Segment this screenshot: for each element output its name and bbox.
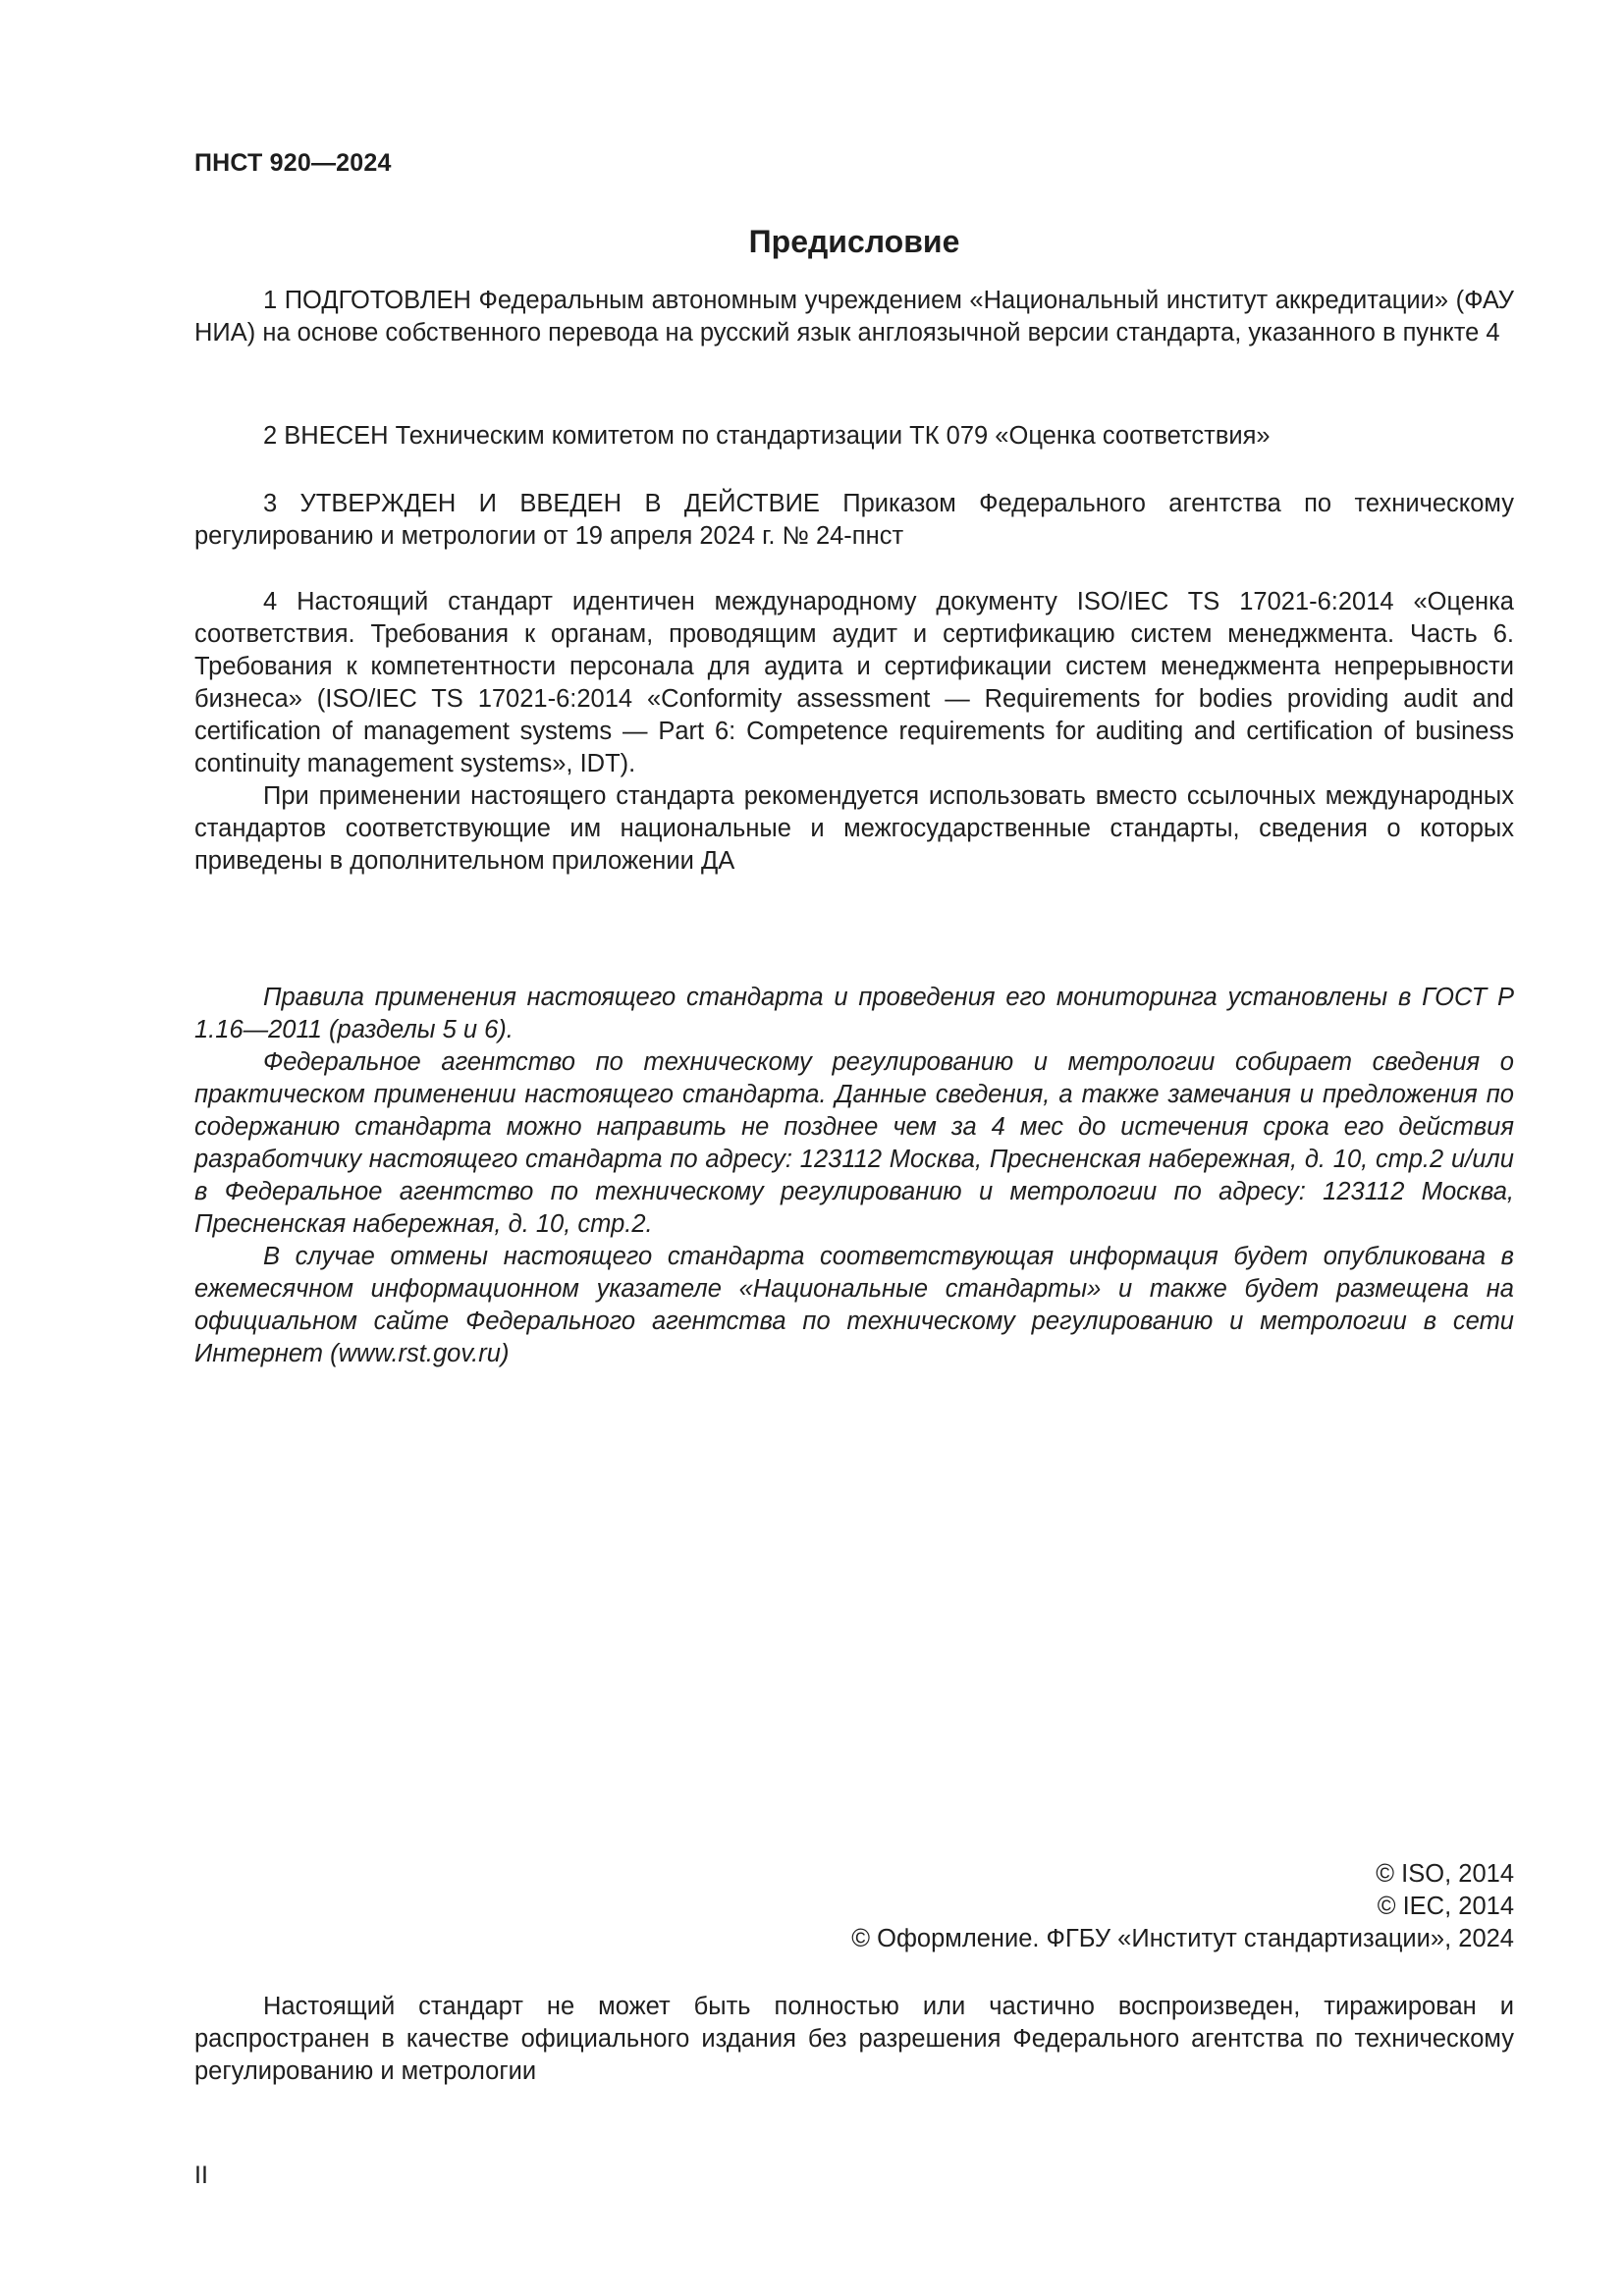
notice-block <box>194 982 1514 1370</box>
document-code: ПНСТ 920—2024 <box>194 149 392 177</box>
page-title: Предисловие <box>748 224 960 259</box>
paragraph: 1 ПОДГОТОВЛЕН Федеральным автономным учреждением «Национальный институт аккредитации» (ФАУ НИА) на основе собственного перевода на русский язык англоязычной версии стандарта, указанного в пункте 4 <box>194 287 1514 347</box>
paragraph: 2 ВНЕСЕН Техническим комитетом по стандартизации ТК 079 «Оценка соответствия» <box>263 422 1271 450</box>
foreword-item-4 <box>194 586 1514 878</box>
notice-paragraph: В случае отмены настоящего стандарта соответствующая информация будет опубликована в ежемесячном информационном указателе «Национальные стандарты» и также будет размещена на официальном сайте Федерального агентства по техническому регулированию и метрологии в сети Интернет (www.rst.gov.ru) <box>194 1243 1514 1367</box>
reproduction-notice <box>194 1991 1514 2088</box>
paragraph: 4 Настоящий стандарт идентичен международному документу ISO/IEC TS 17021-6:2014 «Оценка соответствия. Требования к органам, проводящим аудит и сертификацию систем менеджмента. Часть 6. Требования к компетентности персонала для аудита и сертификации систем менеджмента непрерывности бизнеса» (ISO/IEC TS 17021-6:2014 «Conformity assessment — Requirements for bodies providing audit and certification of management systems — Part 6: Competence requirements for auditing and certification of business continuity management systems», IDT). <box>194 588 1514 777</box>
foreword-item-1 <box>194 285 1514 349</box>
copyright-block <box>194 1858 1514 1955</box>
copyright-line: © IEC, 2014 <box>1377 1893 1514 1920</box>
paragraph: Настоящий стандарт не может быть полностью или частично воспроизведен, тиражирован и распространен в качестве официального издания без разрешения Федерального агентства по техническому регулированию и метрологии <box>194 1993 1514 2085</box>
copyright-line: © Оформление. ФГБУ «Институт стандартизации», 2024 <box>851 1925 1514 1952</box>
foreword-item-3 <box>194 488 1514 553</box>
notice-paragraph: Федеральное агентство по техническому регулированию и метрологии собирает сведения о практическом применении настоящего стандарта. Данные сведения, а также замечания и предложения по содержанию стандарта можно направить не позднее чем за 4 мес до истечения срока его действия разработчику настоящего стандарта по адресу: 123112 Москва, Пресненская набережная, д. 10, стр.2 и/или в Федеральное агентство по техническому регулированию и метрологии по адресу: 123112 Москва, Пресненская набережная, д. 10, стр.2. <box>194 1048 1514 1238</box>
paragraph: 3 УТВЕРЖДЕН И ВВЕДЕН В ДЕЙСТВИЕ Приказом Федерального агентства по техническому регулированию и метрологии от 19 апреля 2024 г. № 24-пнст <box>194 490 1514 550</box>
notice-paragraph: Правила применения настоящего стандарта и проведения его мониторинга установлены в ГОСТ Р 1.16—2011 (разделы 5 и 6). <box>194 984 1514 1043</box>
copyright-line: © ISO, 2014 <box>1376 1860 1514 1888</box>
page-number: II <box>194 2162 208 2189</box>
paragraph: При применении настоящего стандарта рекомендуется использовать вместо ссылочных международных стандартов соответствующие им национальные и межгосударственные стандарты, сведения о которых приведены в дополнительном приложении ДА <box>194 782 1514 875</box>
foreword-item-2 <box>194 420 1514 453</box>
